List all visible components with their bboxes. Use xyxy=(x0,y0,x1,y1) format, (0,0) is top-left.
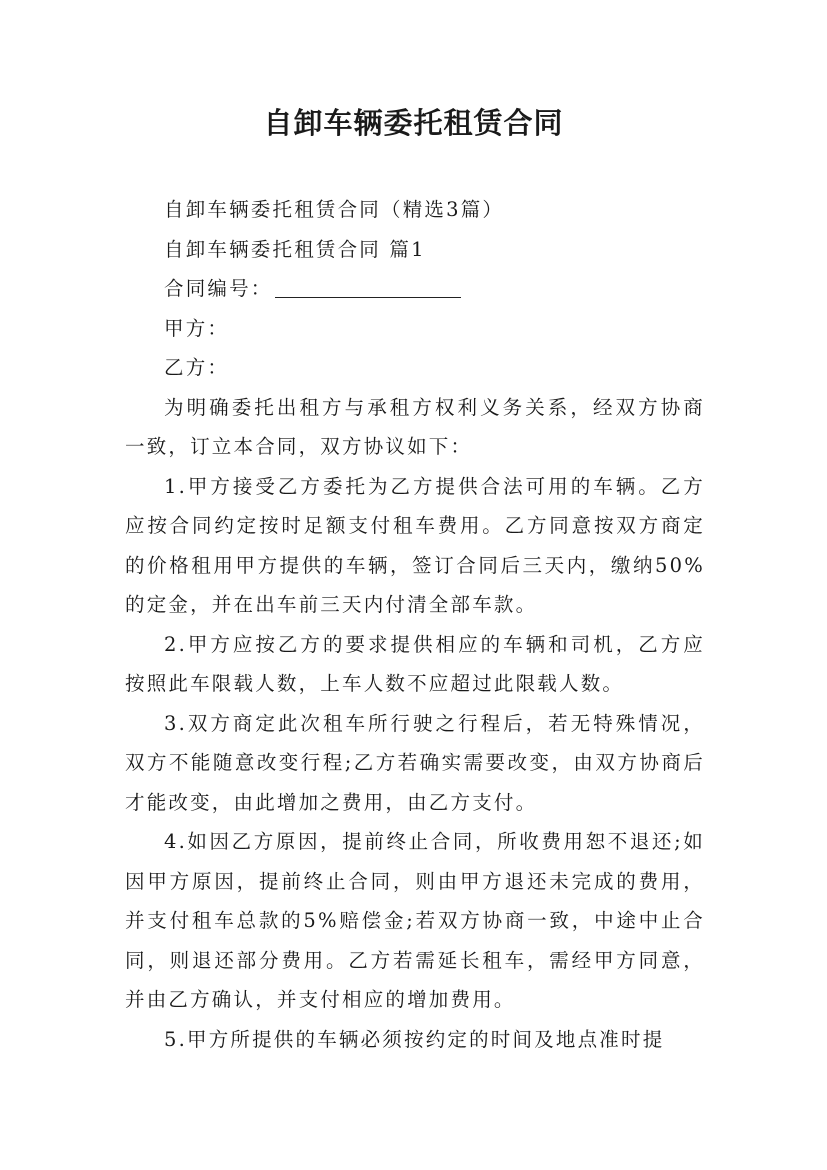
clause-5: 5.甲方所提供的车辆必须按约定的时间及地点准时提 xyxy=(164,1027,665,1051)
clause-3: 3.双方商定此次租车所行驶之行程后，若无特殊情况，双方不能随意改变行程;乙方若确实需要改变，由双方协商后才能改变，由此增加之费用，由乙方支付。 xyxy=(125,711,705,814)
intro-paragraph: 为明确委托出租方与承租方权利义务关系，经双方协商一致，订立本合同，双方协议如下： xyxy=(125,395,705,458)
document-title: 自卸车辆委托租赁合同 xyxy=(263,106,564,140)
contract-number-blank xyxy=(275,277,461,298)
subtitle: 自卸车辆委托租赁合同（精选3篇） xyxy=(164,198,505,221)
clause-4: 4.如因乙方原因，提前终止合同，所收费用恕不退还;如因甲方原因，提前终止合同，则由甲方退还未完成的费用，并支付租车总款的5%赔偿金;若双方协商一致，中途中止合同，则退还部分费用。乙方若需延长租车，需经甲方同意，并由乙方确认，并支付相应的增加费用。 xyxy=(125,830,705,1011)
contract-number-label: 合同编号： xyxy=(164,277,273,300)
contract-number-line xyxy=(125,269,705,309)
clause-2: 2.甲方应按乙方的要求提供相应的车辆和司机，乙方应按照此车限载人数，上车人数不应超过此限载人数。 xyxy=(125,632,705,695)
clause-1: 1.甲方接受乙方委托为乙方提供合法可用的车辆。乙方应按合同约定按时足额支付租车费用。乙方同意按双方商定的价格租用甲方提供的车辆，签订合同后三天内，缴纳50%的定金，并在出车前三天内付清全部车款。 xyxy=(125,474,705,616)
party-a-label: 甲方： xyxy=(164,316,230,340)
party-b-label: 乙方： xyxy=(164,356,230,379)
document-body xyxy=(125,190,705,1059)
section-heading: 自卸车辆委托租赁合同 篇1 xyxy=(164,237,426,261)
